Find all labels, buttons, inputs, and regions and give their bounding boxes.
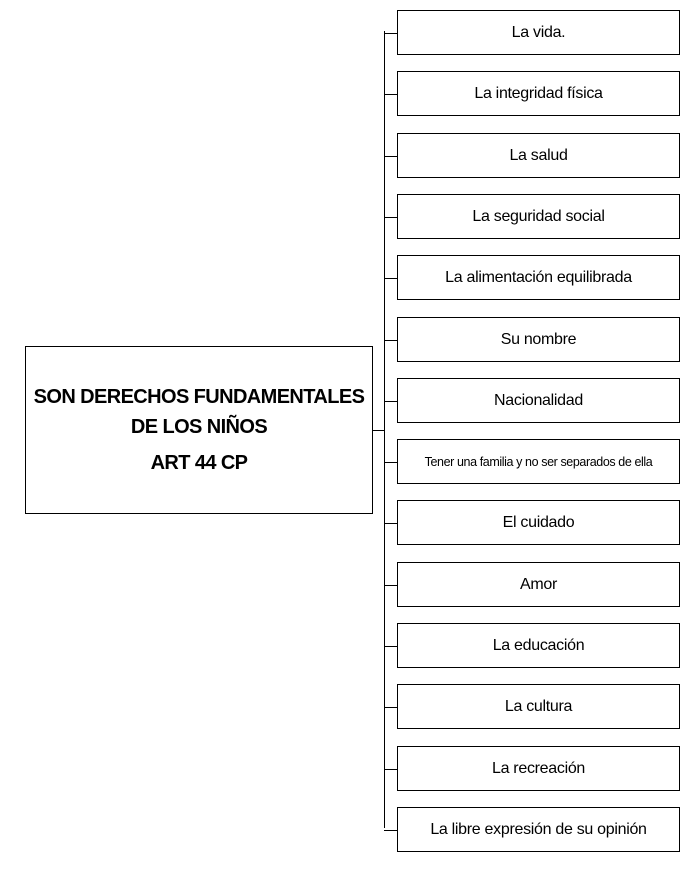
item-connector	[384, 462, 397, 463]
root-article-label: ART 44 CP	[150, 452, 248, 474]
root-title-line-1: SON DERECHOS FUNDAMENTALES	[33, 386, 365, 408]
right-item-label: Su nombre	[500, 330, 577, 348]
right-item-label: La educación	[492, 636, 585, 654]
item-connector	[384, 707, 397, 708]
right-item-label: Amor	[519, 575, 558, 593]
item-connector	[384, 33, 397, 34]
right-item-label: La integridad física	[474, 84, 603, 102]
right-item-box	[397, 194, 680, 239]
right-item-label: La cultura	[504, 697, 573, 715]
right-item-label: Nacionalidad	[494, 391, 583, 409]
right-item-box	[397, 623, 680, 668]
right-item-box	[397, 439, 680, 484]
right-item-label: La recreación	[491, 759, 586, 777]
right-item-box	[397, 684, 680, 729]
item-connector	[384, 156, 397, 157]
right-item-box	[397, 807, 680, 852]
item-connector	[384, 830, 397, 831]
right-item-box	[397, 133, 680, 178]
item-connector	[384, 94, 397, 95]
item-connector	[384, 646, 397, 647]
right-item-label: Tener una familia y no ser separados de ella	[424, 454, 653, 469]
right-item-label: La libre expresión de su opinión	[430, 820, 647, 838]
right-item-box	[397, 10, 680, 55]
right-item-label: El cuidado	[502, 513, 575, 531]
right-item-box	[397, 317, 680, 362]
item-connector	[384, 401, 397, 402]
item-connector	[384, 217, 397, 218]
item-connector	[384, 278, 397, 279]
right-item-box	[397, 562, 680, 607]
root-title-line-2: DE LOS NIÑOS	[130, 416, 268, 438]
branch-spine	[384, 31, 385, 828]
right-item-box	[397, 746, 680, 791]
item-connector	[384, 523, 397, 524]
right-item-box	[397, 378, 680, 423]
right-item-label: La alimentación equilibrada	[445, 268, 632, 286]
right-item-box	[397, 71, 680, 116]
right-item-label: La vida.	[511, 23, 566, 41]
right-item-label: La seguridad social	[472, 207, 605, 225]
item-connector	[384, 585, 397, 586]
right-item-box	[397, 500, 680, 545]
right-item-label: La salud	[509, 146, 568, 164]
item-connector	[384, 769, 397, 770]
item-connector	[384, 340, 397, 341]
root-box	[25, 346, 373, 514]
right-item-box	[397, 255, 680, 300]
